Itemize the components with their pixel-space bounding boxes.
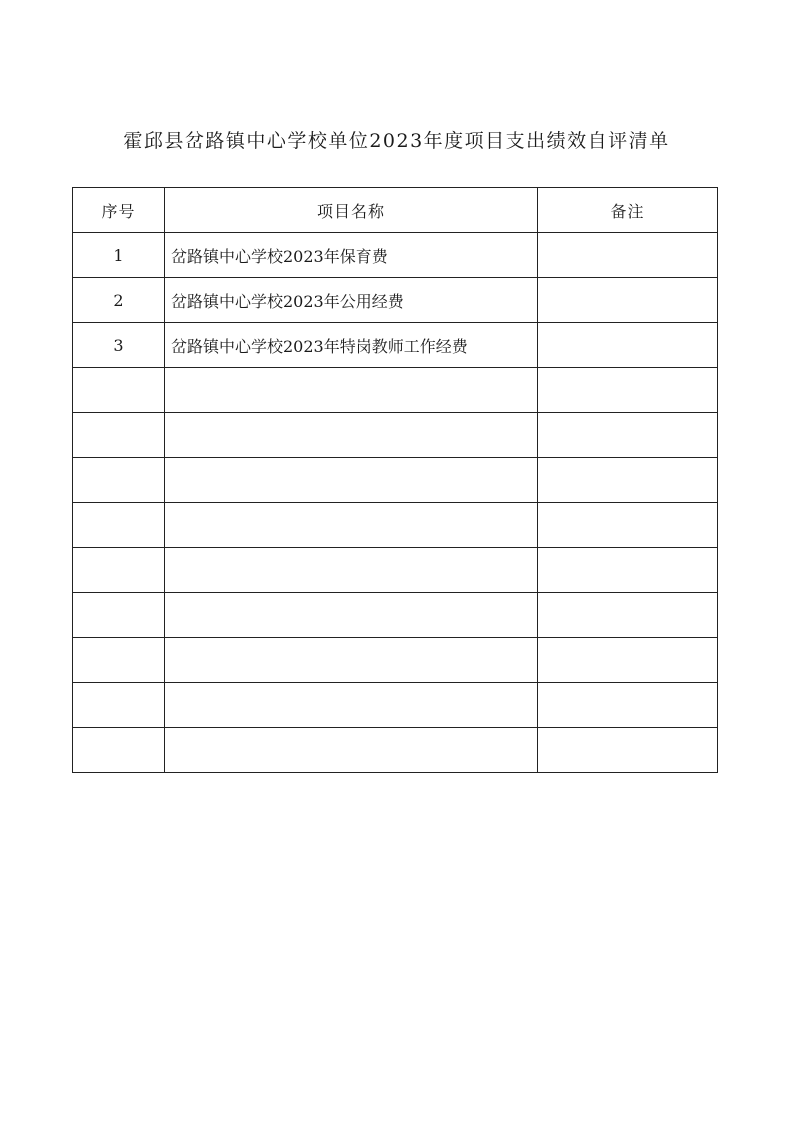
row-index-cell: 3: [73, 323, 165, 368]
row-index-cell: [73, 593, 165, 638]
table-row: [73, 683, 718, 728]
table-row: [73, 593, 718, 638]
table-row: [73, 278, 718, 323]
row-remarks-cell: [538, 233, 718, 278]
table-header-row: [73, 188, 718, 233]
table-row: [73, 323, 718, 368]
row-project-name-cell: [165, 593, 538, 638]
row-remarks-cell: [538, 503, 718, 548]
row-project-name-cell: 岔路镇中心学校2023年公用经费: [165, 278, 538, 323]
row-index-cell: [73, 368, 165, 413]
row-project-name-cell: [165, 458, 538, 503]
table-row: [73, 368, 718, 413]
row-remarks-cell: [538, 683, 718, 728]
row-index-cell: 1: [73, 233, 165, 278]
header-remarks: 备注: [538, 188, 718, 233]
row-project-name-cell: [165, 368, 538, 413]
row-index-cell: [73, 458, 165, 503]
row-remarks-cell: [538, 548, 718, 593]
row-project-name-cell: [165, 728, 538, 773]
row-index-cell: [73, 638, 165, 683]
row-remarks-cell: [538, 638, 718, 683]
row-remarks-cell: [538, 323, 718, 368]
table-row: [73, 548, 718, 593]
row-project-name-cell: [165, 638, 538, 683]
row-index-cell: 2: [73, 278, 165, 323]
row-remarks-cell: [538, 368, 718, 413]
row-project-name-cell: [165, 503, 538, 548]
header-index: 序号: [73, 188, 165, 233]
row-index-cell: [73, 548, 165, 593]
row-index-cell: [73, 683, 165, 728]
row-index-cell: [73, 728, 165, 773]
project-list-table: [72, 187, 718, 773]
table-row: [73, 503, 718, 548]
row-project-name-cell: [165, 548, 538, 593]
row-index-cell: [73, 413, 165, 458]
table-row: [73, 413, 718, 458]
table-row: [73, 233, 718, 278]
row-project-name-cell: 岔路镇中心学校2023年特岗教师工作经费: [165, 323, 538, 368]
row-remarks-cell: [538, 728, 718, 773]
row-remarks-cell: [538, 593, 718, 638]
document-title: 霍邱县岔路镇中心学校单位2023年度项目支出绩效自评清单: [123, 130, 670, 152]
table-row: [73, 728, 718, 773]
header-project-name: 项目名称: [165, 188, 538, 233]
table-row: [73, 458, 718, 503]
table-row: [73, 638, 718, 683]
row-project-name-cell: [165, 413, 538, 458]
row-index-cell: [73, 503, 165, 548]
row-project-name-cell: 岔路镇中心学校2023年保育费: [165, 233, 538, 278]
row-project-name-cell: [165, 683, 538, 728]
row-remarks-cell: [538, 278, 718, 323]
row-remarks-cell: [538, 413, 718, 458]
row-remarks-cell: [538, 458, 718, 503]
